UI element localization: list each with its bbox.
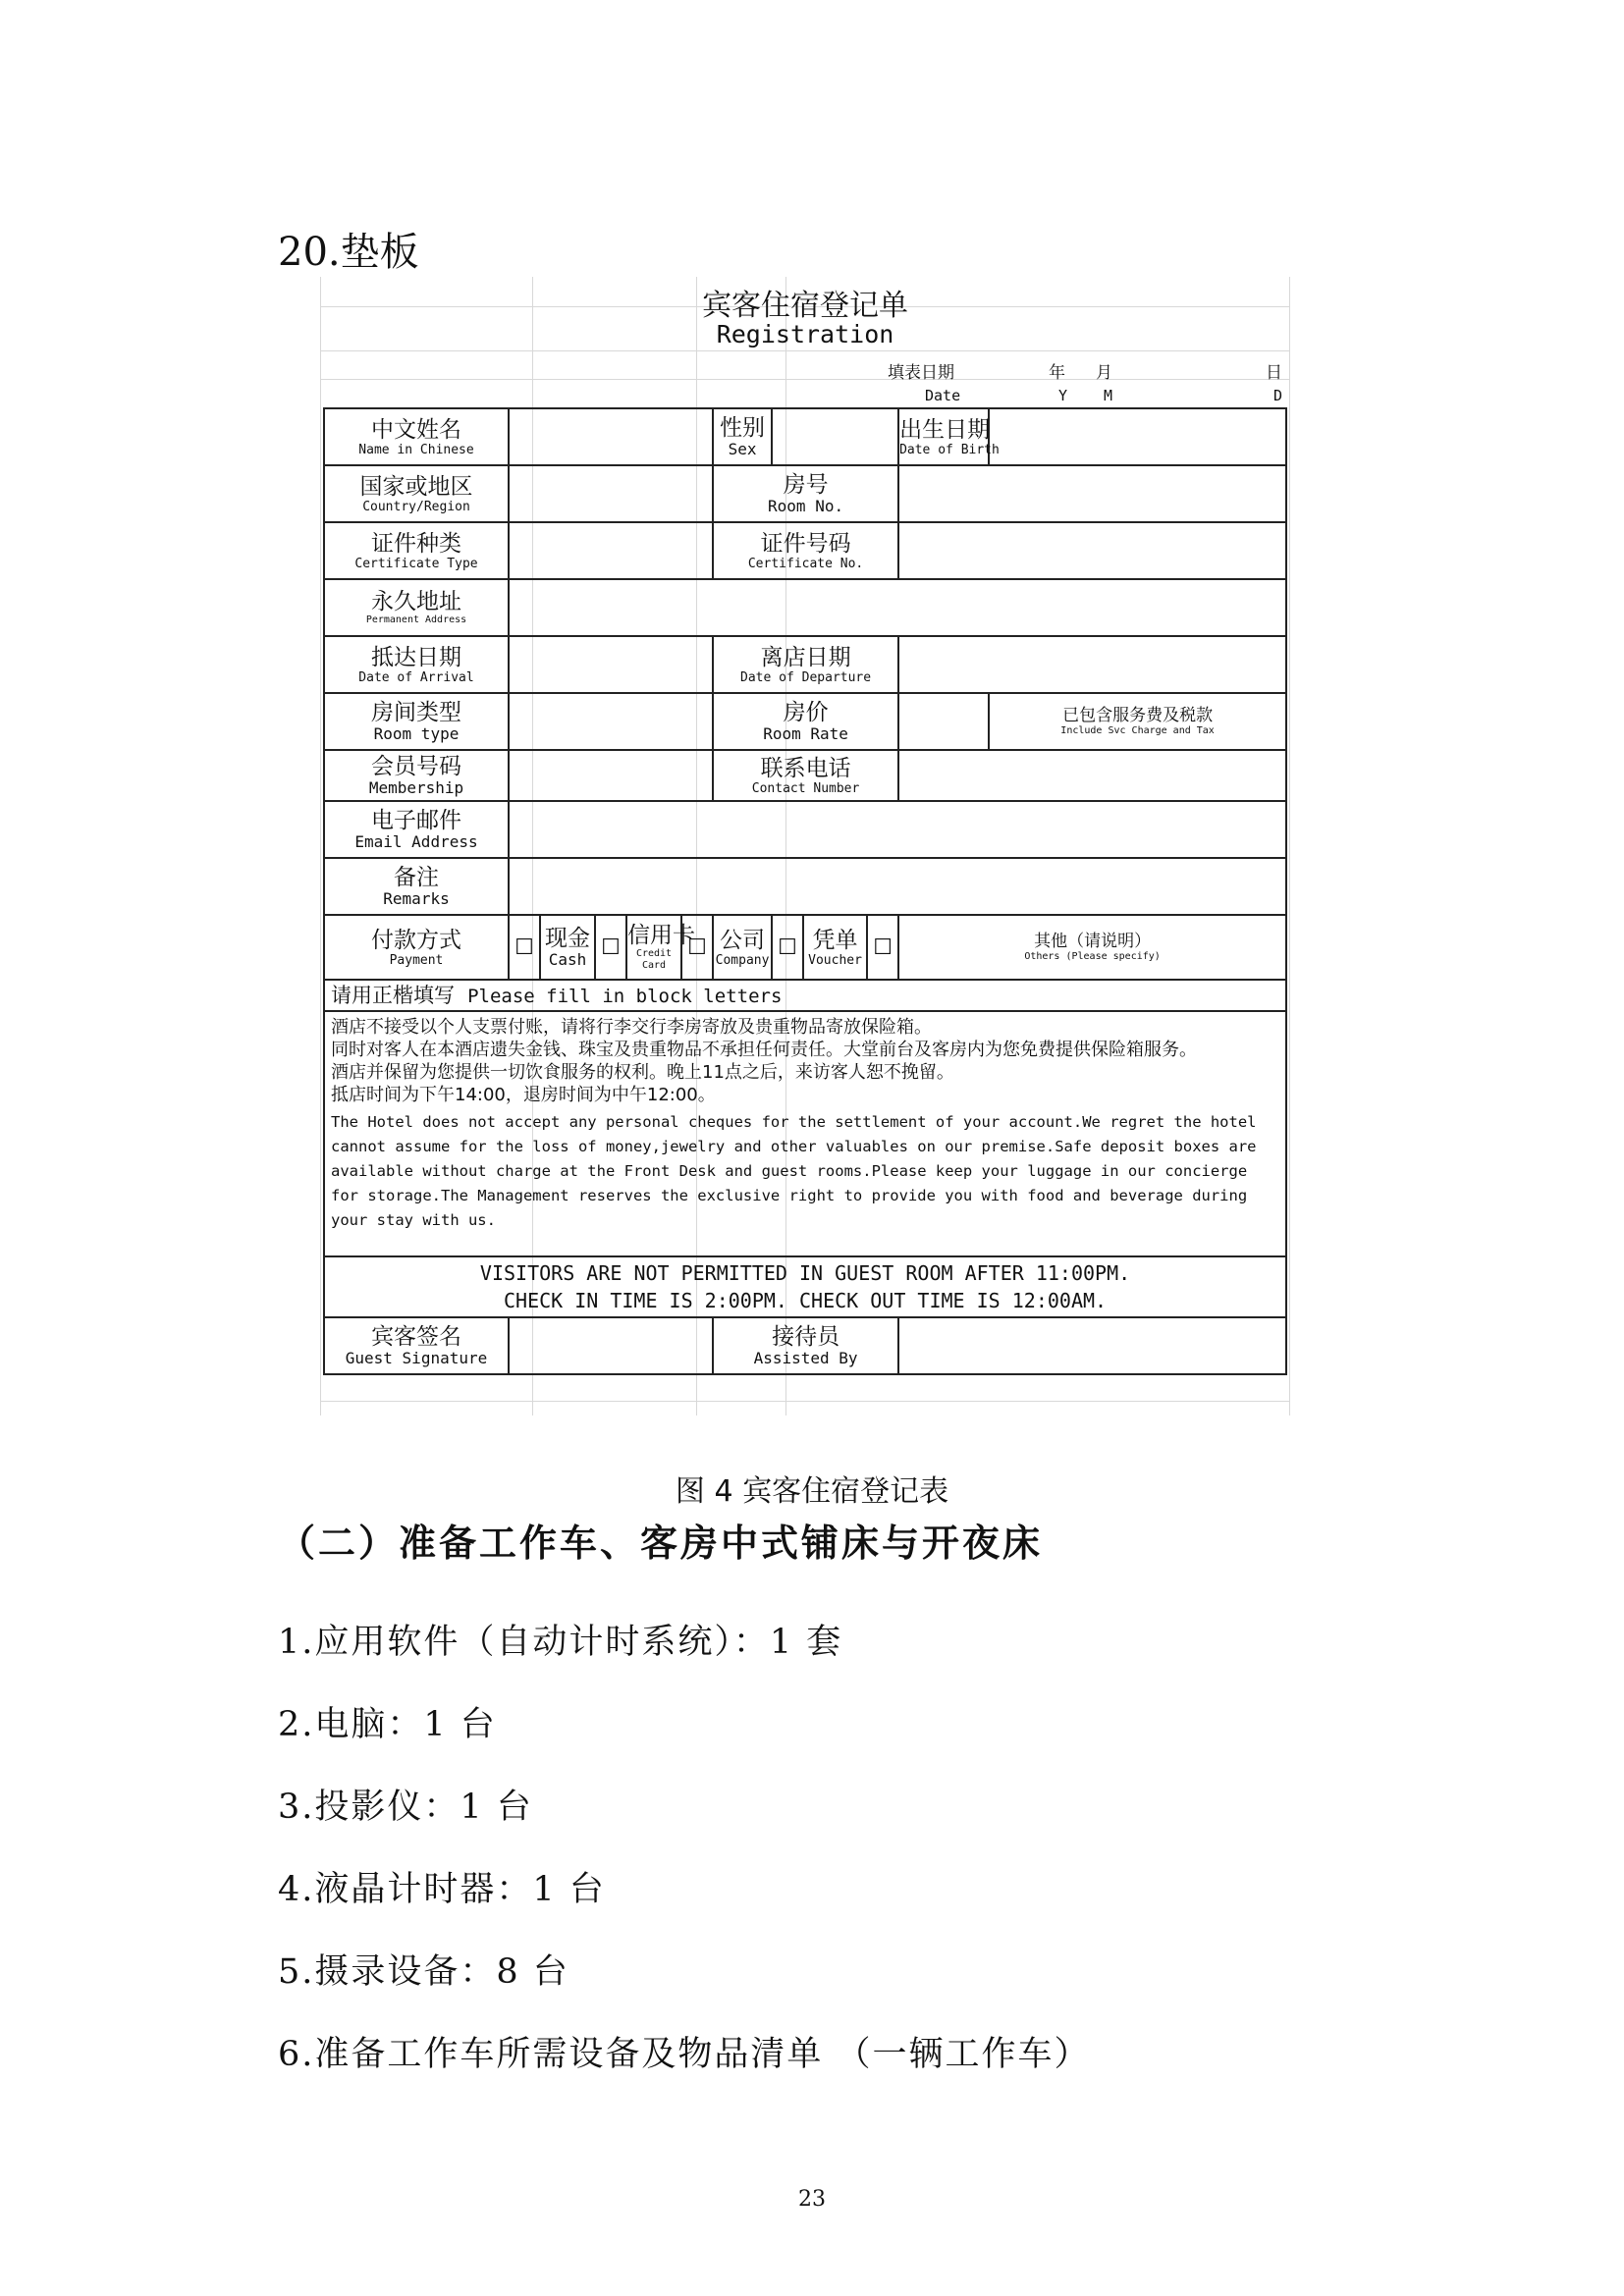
list-item: 5.摄录设备：8 台: [278, 1952, 569, 1992]
voucher-checkbox[interactable]: ☐: [772, 915, 803, 980]
table-row: [324, 801, 1286, 858]
table-row: [324, 693, 1286, 750]
cert-type-label: 证件种类 Certificate Type: [324, 522, 509, 579]
table-row: [324, 465, 1286, 522]
table-row: [324, 980, 1286, 1011]
page-number: 23: [798, 2187, 826, 2212]
table-row: [324, 750, 1286, 801]
credit-card-label: 信用卡 Credit Card: [626, 915, 681, 980]
arrival-label: 抵达日期 Date of Arrival: [324, 636, 509, 693]
email-label: 电子邮件 Email Address: [324, 801, 509, 858]
departure-label: 离店日期 Date of Departure: [713, 636, 898, 693]
table-row: [324, 858, 1286, 915]
y-label: Y: [1058, 387, 1068, 404]
room-rate-label: 房价 Room Rate: [713, 693, 898, 750]
room-type-label: 房间类型 Room type: [324, 693, 509, 750]
credit-card-checkbox[interactable]: ☐: [595, 915, 626, 980]
m-label: M: [1104, 387, 1113, 404]
notice-cn-line: 酒店不接受以个人支票付账，请将行李交行李房寄放及贵重物品寄放保险箱。: [331, 1017, 932, 1038]
room-rate-field[interactable]: [898, 693, 989, 750]
date-label-en: Date: [925, 387, 961, 404]
notice-cn-line: 同时对客人在本酒店遗失金钱、珠宝及贵重物品不承担任何责任。大堂前台及客房内为您免费提供保险箱服务。: [331, 1040, 1197, 1060]
company-label: 公司 Company: [713, 915, 772, 980]
list-item: 1.应用软件（自动计时系统）：1 套: [278, 1623, 843, 1662]
company-checkbox[interactable]: ☐: [681, 915, 713, 980]
payment-label: 付款方式 Payment: [324, 915, 509, 980]
remarks-label: 备注 Remarks: [324, 858, 509, 915]
d-label: D: [1273, 387, 1283, 404]
assisted-field[interactable]: [898, 1317, 1286, 1374]
room-no-label: 房号 Room No.: [713, 465, 898, 522]
notice-cn-line: 酒店并保留为您提供一切饮食服务的权利。晚上11点之后，来访客人恕不挽留。: [331, 1062, 954, 1083]
country-field[interactable]: [509, 465, 713, 522]
hotel-notice: [324, 1011, 1286, 1256]
month-label: 月: [1096, 363, 1112, 383]
contact-label: 联系电话 Contact Number: [713, 750, 898, 801]
form-subtitle: Registration: [716, 320, 894, 348]
section-heading: 20.垫板: [278, 230, 419, 275]
table-row: [324, 579, 1286, 636]
name-field[interactable]: [509, 408, 713, 465]
list-item: 4.液晶计时器：1 台: [278, 1870, 606, 1909]
others-checkbox[interactable]: ☐: [867, 915, 898, 980]
table-row: [324, 1256, 1286, 1317]
sex-label: 性别 Sex: [713, 408, 772, 465]
registration-table: [323, 407, 1287, 1375]
country-label: 国家或地区 Country/Region: [324, 465, 509, 522]
voucher-label: 凭单 Voucher: [803, 915, 867, 980]
table-row: [324, 1317, 1286, 1374]
table-row: [324, 408, 1286, 465]
form-title: 宾客住宿登记单: [702, 289, 908, 323]
include-note: 已包含服务费及税款 Include Svc Charge and Tax: [989, 693, 1286, 750]
cert-no-field[interactable]: [898, 522, 1286, 579]
others-label: 其他（请说明） Others (Please specify): [898, 915, 1286, 980]
block-letters-note: 请用正楷填写 Please fill in block letters: [324, 980, 1286, 1011]
name-label: 中文姓名 Name in Chinese: [324, 408, 509, 465]
notice-cn-line: 抵店时间为下午14:00，退房时间为中午12:00。: [331, 1085, 716, 1105]
table-row: [324, 522, 1286, 579]
assisted-label: 接待员 Assisted By: [713, 1317, 898, 1374]
list-item: 6.准备工作车所需设备及物品清单 （一辆工作车）: [278, 2035, 1091, 2074]
address-field[interactable]: [509, 579, 1286, 636]
remarks-field[interactable]: [509, 858, 1286, 915]
list-item: 3.投影仪：1 台: [278, 1788, 533, 1827]
cert-type-field[interactable]: [509, 522, 713, 579]
visitor-policy: VISITORS ARE NOT PERMITTED IN GUEST ROOM AFTER 11:00PM. CHECK IN TIME IS 2:00PM. CHECK OUT TIME IS 12:00AM.: [324, 1256, 1286, 1317]
dob-field[interactable]: [989, 408, 1286, 465]
dob-label: 出生日期 Date of Birth: [898, 408, 989, 465]
table-row: [324, 636, 1286, 693]
table-row: [324, 915, 1286, 980]
cash-label: 现金 Cash: [540, 915, 595, 980]
list-item: 2.电脑：1 台: [278, 1705, 497, 1744]
signature-label: 宾客签名 Guest Signature: [324, 1317, 509, 1374]
figure-caption: 图 4 宾客住宿登记表: [675, 1474, 949, 1509]
notice-en: The Hotel does not accept any personal cheques for the settlement of your account.We regret the hotel cannot assume for the loss of money,jewelry and other valuables on our premise.Safe deposit boxes are available without charge at the Front Desk and guest rooms.Please keep your luggage in our concierge for storage.The Management reserves the exclusive right to provide you with food and beverage during your stay with us.: [331, 1113, 1257, 1229]
member-label: 会员号码 Membership: [324, 750, 509, 801]
sex-field[interactable]: [772, 408, 898, 465]
signature-field[interactable]: [509, 1317, 713, 1374]
registration-form-image: [320, 277, 1290, 1415]
room-no-field[interactable]: [898, 465, 1286, 522]
arrival-field[interactable]: [509, 636, 713, 693]
cert-no-label: 证件号码 Certificate No.: [713, 522, 898, 579]
room-type-field[interactable]: [509, 693, 713, 750]
cash-checkbox[interactable]: ☐: [509, 915, 540, 980]
year-label: 年: [1049, 363, 1065, 383]
departure-field[interactable]: [898, 636, 1286, 693]
section-title: （二）准备工作车、客房中式铺床与开夜床: [278, 1522, 1044, 1565]
fill-date-label: 填表日期: [888, 363, 954, 383]
contact-field[interactable]: [898, 750, 1286, 801]
table-row: [324, 1011, 1286, 1256]
address-label: 永久地址 Permanent Address: [324, 579, 509, 636]
email-field[interactable]: [509, 801, 1286, 858]
member-field[interactable]: [509, 750, 713, 801]
day-label: 日: [1266, 363, 1282, 383]
